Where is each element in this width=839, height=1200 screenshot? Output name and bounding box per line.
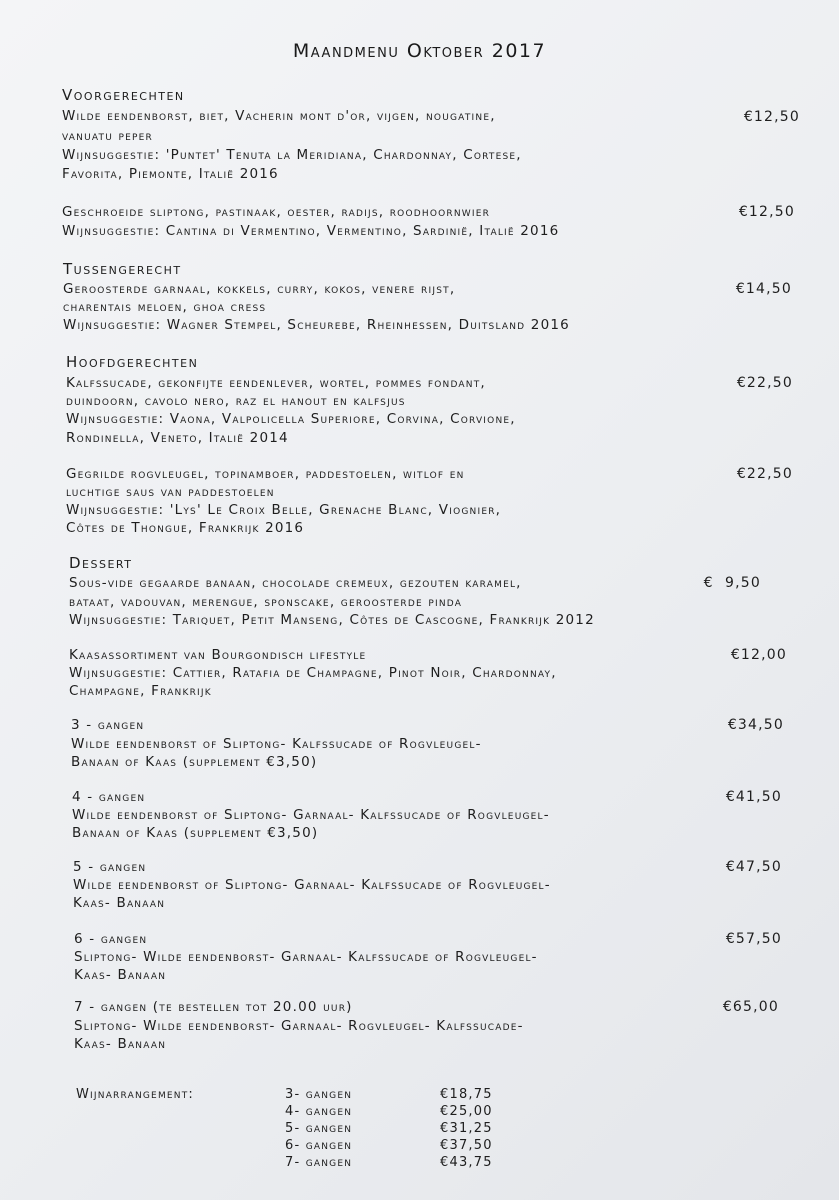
dish-price: €22,50: [736, 375, 793, 391]
wine-suggestion: Wijnsuggestie: Cattier, Ratafia de Champagne, Pinot Noir, Chardonnay,: [69, 665, 557, 681]
wine-suggestion: Wijnsuggestie: 'Lys' Le Croix Belle, Grenache Blanc, Viognier,: [66, 502, 502, 518]
section-heading: Dessert: [69, 554, 133, 572]
wine-suggestion: Wijnsuggestie: Vaona, Valpolicella Superiore, Corvina, Corvione,: [66, 411, 516, 427]
dish-price: € 9,50: [703, 575, 761, 591]
dish-price: €14,50: [735, 281, 792, 297]
dish-price: €12,50: [738, 204, 795, 220]
wine-suggestion: Favorita, Piemonte, Italië 2016: [62, 166, 279, 182]
dish-line: Wilde eendenborst, biet, Vacherin mont d'or, vijgen, nougatine,: [62, 108, 496, 124]
course-heading: 3 - gangen: [71, 717, 145, 733]
wine-suggestion: Wijnsuggestie: Cantina di Vermentino, Vermentino, Sardinië, Italië 2016: [62, 223, 560, 239]
course-line: Kaas- Banaan: [73, 895, 166, 911]
course-price: €41,50: [725, 789, 782, 805]
dish-line: Geschroeide sliptong, pastinaak, oester, radijs, roodhoornwier: [62, 204, 491, 220]
wine-row-name: 4- gangen: [285, 1104, 353, 1119]
dish-line: Geroosterde garnaal, kokkels, curry, kokos, venere rijst,: [63, 281, 456, 297]
wine-row-price: €37,50: [440, 1138, 493, 1153]
dish-price: €12,00: [730, 647, 787, 663]
dish-price: €12,50: [743, 109, 800, 125]
course-line: Wilde eendenborst of Sliptong- Kalfssucade of Rogvleugel-: [71, 736, 482, 752]
course-price: €65,00: [722, 999, 779, 1015]
wine-suggestion: Côtes de Thongue, Frankrijk 2016: [66, 520, 305, 536]
course-line: Sliptong- Wilde eendenborst- Garnaal- Rogvleugel- Kalfssucade-: [74, 1018, 524, 1034]
course-line: Kaas- Banaan: [74, 967, 167, 983]
dish-line: Gegrilde rogvleugel, topinamboer, paddestoelen, witlof en: [66, 466, 465, 482]
wine-row-name: 5- gangen: [285, 1121, 353, 1136]
course-line: Wilde eendenborst of Sliptong- Garnaal- Kalfssucade of Rogvleugel-: [73, 877, 551, 893]
course-line: Kaas- Banaan: [74, 1036, 167, 1052]
dish-line: vanuatu peper: [62, 128, 153, 144]
wine-suggestion: Champagne, Frankrijk: [69, 683, 212, 699]
dish-price: €22,50: [736, 466, 793, 482]
wine-row-name: 6- gangen: [285, 1138, 353, 1153]
wine-row-price: €18,75: [440, 1087, 493, 1102]
wine-suggestion: Wijnsuggestie: Wagner Stempel, Scheurebe, Rheinhessen, Duitsland 2016: [63, 317, 570, 333]
wine-row-price: €25,00: [440, 1104, 493, 1119]
wine-row-name: 7- gangen: [285, 1155, 353, 1170]
section-heading: Voorgerechten: [62, 86, 185, 104]
dish-line: luchtige saus van paddestoelen: [66, 484, 275, 500]
dish-line: Kaasassortiment van Bourgondisch lifestyle: [69, 647, 367, 663]
section-heading: Tussengerecht: [63, 260, 182, 278]
dish-line: Sous-vide gegaarde banaan, chocolade cremeux, gezouten karamel,: [69, 575, 522, 591]
course-line: Banaan of Kaas (supplement €3,50): [72, 825, 319, 841]
dish-line: Kalfssucade, gekonfijte eendenlever, wortel, pommes fondant,: [66, 375, 486, 391]
dish-line: duindoorn, cavolo nero, raz el hanout en kalfsjus: [66, 393, 406, 409]
course-line: Banaan of Kaas (supplement €3,50): [71, 754, 318, 770]
menu-title: Maandmenu Oktober 2017: [292, 40, 547, 62]
wine-row-name: 3- gangen: [285, 1087, 353, 1102]
course-line: Sliptong- Wilde eendenborst- Garnaal- Kalfssucade of Rogvleugel-: [74, 949, 538, 965]
section-heading: Hoofdgerechten: [66, 353, 199, 371]
course-price: €57,50: [725, 931, 782, 947]
course-line: Wilde eendenborst of Sliptong- Garnaal- Kalfssucade of Rogvleugel-: [72, 807, 550, 823]
wine-suggestion: Wijnsuggestie: Tariquet, Petit Manseng, Côtes de Cascogne, Frankrijk 2012: [69, 612, 595, 628]
wine-suggestion: Rondinella, Veneto, Italië 2014: [66, 430, 289, 446]
course-heading: 5 - gangen: [73, 859, 147, 875]
dish-line: charentais meloen, ghoa cress: [63, 299, 267, 315]
course-heading: 6 - gangen: [74, 931, 148, 947]
course-price: €47,50: [725, 859, 782, 875]
course-heading: 7 - gangen (te bestellen tot 20.00 uur): [74, 999, 353, 1015]
dish-line: bataat, vadouvan, merengue, sponscake, geroosterde pinda: [69, 594, 463, 610]
wine-suggestion: Wijnsuggestie: 'Puntet' Tenuta la Meridiana, Chardonnay, Cortese,: [62, 147, 522, 163]
wine-arrangement-label: Wijnarrangement:: [76, 1087, 195, 1102]
course-heading: 4 - gangen: [72, 789, 146, 805]
course-price: €34,50: [727, 717, 784, 733]
wine-row-price: €31,25: [440, 1121, 493, 1136]
wine-row-price: €43,75: [440, 1155, 493, 1170]
